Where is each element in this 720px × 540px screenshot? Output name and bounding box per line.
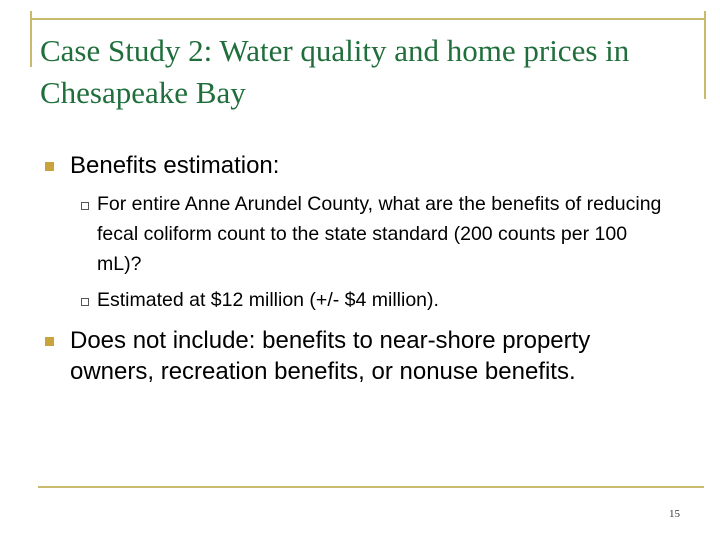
frame-line-top xyxy=(30,18,706,20)
bullet-item xyxy=(45,325,665,387)
slide-body xyxy=(45,150,665,387)
frame-line-left xyxy=(30,11,32,67)
bullet-text: Benefits estimation: xyxy=(70,152,280,179)
sub-bullet-text: For entire Anne Arundel County, what are the benefits of reducing fecal coliform count to the state standard (200 counts per 100 mL)? xyxy=(97,193,662,275)
square-bullet-icon xyxy=(45,162,54,171)
page-number: 15 xyxy=(669,508,680,520)
bullet-text: Does not include: benefits to near-shore property owners, recreation benefits, or nonuse benefits. xyxy=(70,327,591,385)
frame-line-right xyxy=(704,11,706,99)
hollow-square-bullet-icon xyxy=(81,298,89,306)
sub-bullet-item xyxy=(81,189,665,279)
bullet-item xyxy=(45,150,665,181)
hollow-square-bullet-icon xyxy=(81,202,89,210)
square-bullet-icon xyxy=(45,337,54,346)
sub-bullet-text: Estimated at $12 million (+/- $4 million). xyxy=(97,289,439,311)
slide-title: Case Study 2: Water quality and home prices in Chesapeake Bay xyxy=(40,33,630,110)
frame-line-bottom xyxy=(38,486,704,488)
sub-bullet-item xyxy=(81,285,665,315)
